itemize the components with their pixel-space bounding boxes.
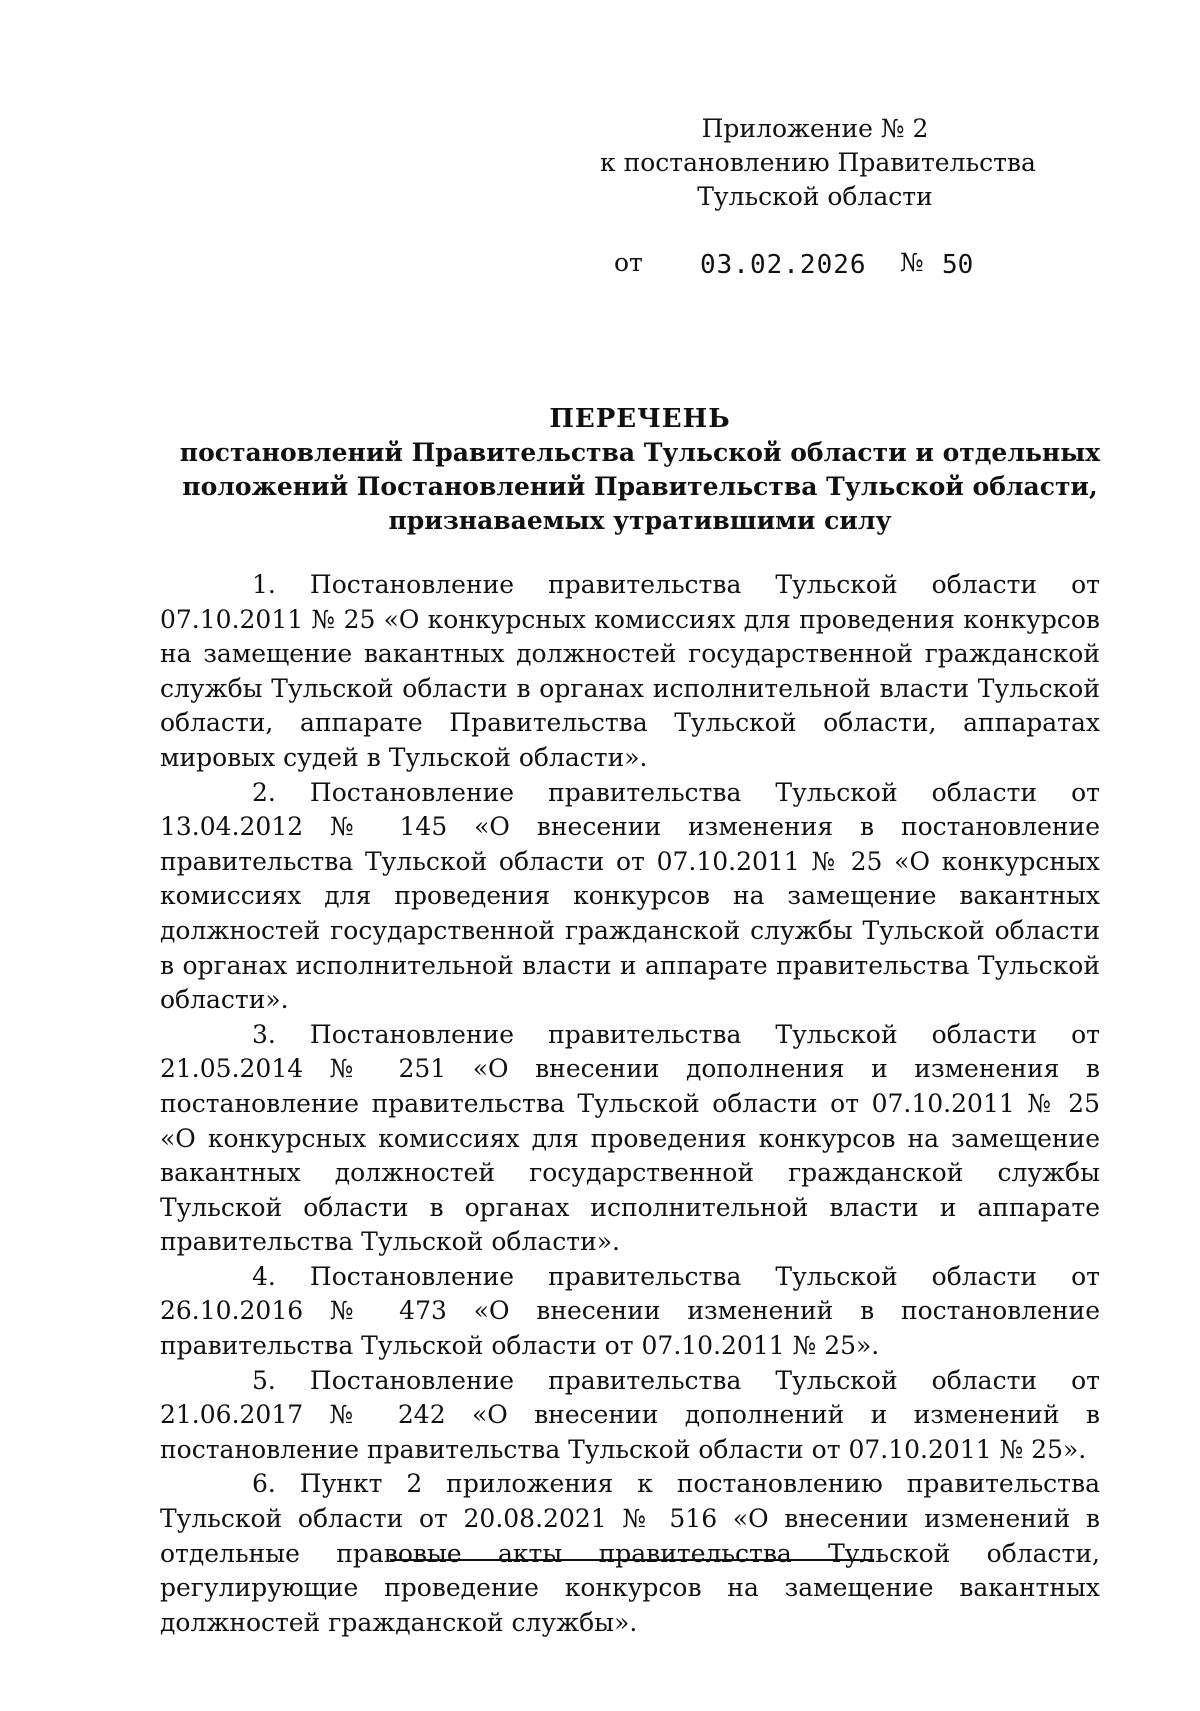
appendix-line-3: Тульской области <box>697 182 933 211</box>
end-divider <box>390 1559 874 1561</box>
number-sign: № <box>900 248 924 277</box>
title-line-2: положений Постановлений Правительства Тульской области, <box>182 472 1098 501</box>
resolution-list <box>160 568 1100 1640</box>
list-item: 6. Пункт 2 приложения к постановлению правительства Тульской области от 20.08.2021 № 516 «О внесении изменений в отдельные правовые акты правительства Тульской области, регулирующие проведение конкурсов на замещение вакантных должностей гражданской службы». <box>160 1469 1100 1637</box>
list-item: 3. Постановление правительства Тульской области от 21.05.2014 № 251 «О внесении дополнения и изменения в постановление правительства Тульской области от 07.10.2011 № 25 «О конкурсных комиссиях для проведения конкурсов на замещение вакантных должностей государственной гражданской службы Тульской области в органах исполнительной власти и аппарате правительства Тульской области». <box>160 1019 1100 1257</box>
appendix-line-1: Приложение № 2 <box>701 114 929 143</box>
appendix-line-2: к постановлению Правительства <box>600 148 1036 177</box>
list-item: 5. Постановление правительства Тульской области от 21.06.2017 № 242 «О внесении дополнений и изменений в постановление правительства Тульской области от 07.10.2011 № 25». <box>160 1365 1100 1464</box>
document-number: 50 <box>942 250 974 280</box>
title-line-3: признаваемых утратившими силу <box>388 506 892 535</box>
document-title <box>160 402 1120 538</box>
appendix-header <box>600 112 1036 214</box>
document-date: 03.02.2026 <box>700 250 867 280</box>
title-line-1: постановлений Правительства Тульской области и отдельных <box>179 438 1101 467</box>
title-main: ПЕРЕЧЕНЬ <box>549 404 731 434</box>
list-item: 4. Постановление правительства Тульской области от 26.10.2016 № 473 «О внесении изменений в постановление правительства Тульской области от 07.10.2011 № 25». <box>160 1261 1100 1361</box>
list-item: 1. Постановление правительства Тульской области от 07.10.2011 № 25 «О конкурсных комиссиях для проведения конкурсов на замещение вакантных должностей государственной гражданской службы Тульской области в органах исполнительной власти Тульской области, аппарате Правительства Тульской области, аппаратах мировых судей в Тульской области». <box>160 570 1100 772</box>
list-item: 2. Постановление правительства Тульской области от 13.04.2012 № 145 «О внесении изменения в постановление правительства Тульской области от 07.10.2011 № 25 «О конкурсных комиссиях для проведения конкурсов на замещение вакантных должностей государственной гражданской службы Тульской области в органах исполнительной власти и аппарате правительства Тульской области». <box>160 777 1100 1015</box>
date-prefix: от <box>614 248 643 277</box>
